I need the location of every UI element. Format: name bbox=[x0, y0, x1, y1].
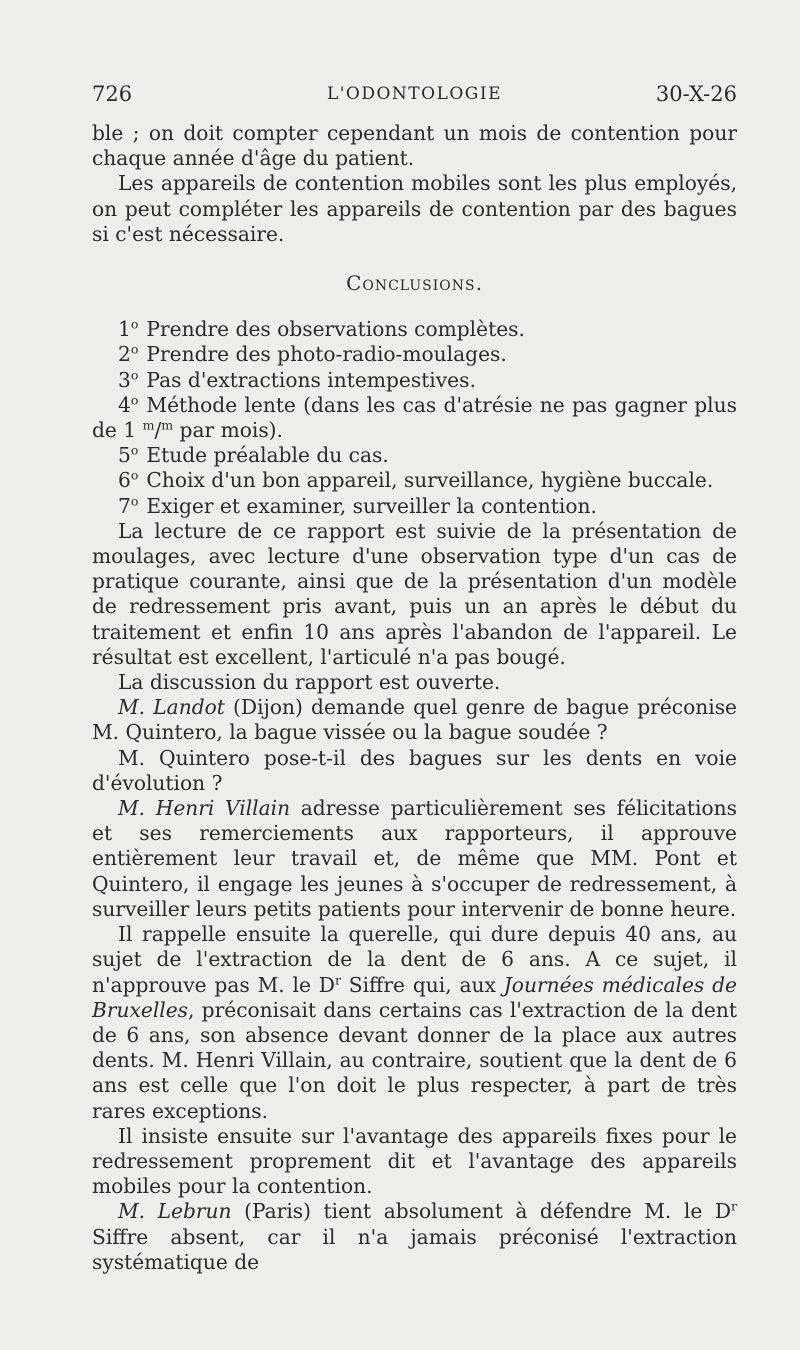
conclusion-item: 3$^o$ Pas d'extractions intempestives. bbox=[118, 367, 476, 392]
page-body bbox=[92, 121, 737, 1275]
conclusion-item: 1$^o$ Prendre des observations complètes. bbox=[118, 316, 525, 342]
publication-title: Journées médicales de Bruxelles bbox=[92, 972, 737, 1022]
conclusions-heading: Conclusions. bbox=[346, 271, 483, 296]
paragraph-contention: Les appareils de contention mobiles sont les plus employés, on peut compléter les appareils de contention par des bagues si c'est nécessaire. bbox=[92, 171, 737, 246]
conclusions-list bbox=[92, 317, 737, 519]
speaker-name: M. Henri Villain bbox=[118, 796, 291, 821]
paragraph-lebrun: M. Lebrun (Paris) tient absolument à défendre M. le $D^r$ Siffre absent, car il n'a jamais préconisé l'extraction systématique de bbox=[92, 1198, 737, 1274]
paragraph-villain: M. Henri Villain adresse particulièrement ses félicitations et ses remerciements aux rapporteurs, il approuve entièrement leur travail et, de même que MM. Pont et Quintero, il engage les jeunes à s'occuper de redressement, à surveiller leurs petits patients pour intervenir de bonne heure. bbox=[92, 796, 738, 921]
journal-title: L'ODONTOLOGIE bbox=[326, 84, 503, 104]
running-header bbox=[92, 82, 737, 112]
issue-date: 30-X-26 bbox=[655, 82, 737, 106]
speaker-name: M. Lebrun bbox=[118, 1199, 232, 1224]
speaker-name: M. Landot bbox=[118, 695, 225, 720]
paragraph-extraction-querelle: Il rappelle ensuite la querelle, qui dure depuis 40 ans, au sujet de l'extraction de la dent de 6 ans. A ce sujet, il n'approuve pas M. le $D^r$ Siffre qui, aux Journées médicales de Bruxelles, préconisait dans certains cas l'extraction de la dent de 6 ans, son absence devant donner de la place aux autres dents. M. Henri Villain, au contraire, soutient que la dent de 6 ans est celle que l'on doit le plus respecter, à part de très rares exceptions. bbox=[92, 922, 737, 1123]
paragraph-appareils: Il insiste ensuite sur l'avantage des appareils fixes pour le redressement proprement dit et l'avantage des appareils mobiles pour la contention. bbox=[92, 1123, 737, 1199]
conclusion-item: 7$^o$ Exiger et examiner, surveiller la contention. bbox=[118, 493, 597, 518]
conclusion-item: 4$^o$ Méthode lente (dans les cas d'atrésie ne pas gagner plus de 1 $^m$/$^m$ par mois). bbox=[92, 392, 737, 443]
paragraph-presentation: La lecture de ce rapport est suivie de la présentation de moulages, avec lecture d'une observation type d'un cas de pratique courante, ainsi que de la présentation d'un modèle de redressement pris avant, puis un an après le début du traitement et enfin 10 ans après l'abandon de l'appareil. Le résultat est excellent, l'articulé n'a pas bougé. bbox=[92, 518, 737, 669]
conclusion-item: 5$^o$ Etude préalable du cas. bbox=[118, 442, 389, 468]
paragraph-discussion-open: La discussion du rapport est ouverte. bbox=[118, 670, 501, 695]
conclusion-item: 2$^o$ Prendre des photo-radio-moulages. bbox=[118, 341, 507, 367]
page-number: 726 bbox=[92, 82, 133, 106]
conclusion-item: 6$^o$ Choix d'un bon appareil, surveillance, hygiène buccale. bbox=[118, 467, 714, 493]
paragraph-landot: M. Landot (Dijon) demande quel genre de bague préconise M. Quintero, la bague vissée ou la bague soudée ? bbox=[92, 695, 738, 745]
paragraph-continuation: ble ; on doit compter cependant un mois de contention pour chaque année d'âge du patient. bbox=[92, 121, 737, 171]
paragraph-quintero-question: M. Quintero pose-t-il des bagues sur les dents en voie d'évolution ? bbox=[92, 745, 737, 795]
